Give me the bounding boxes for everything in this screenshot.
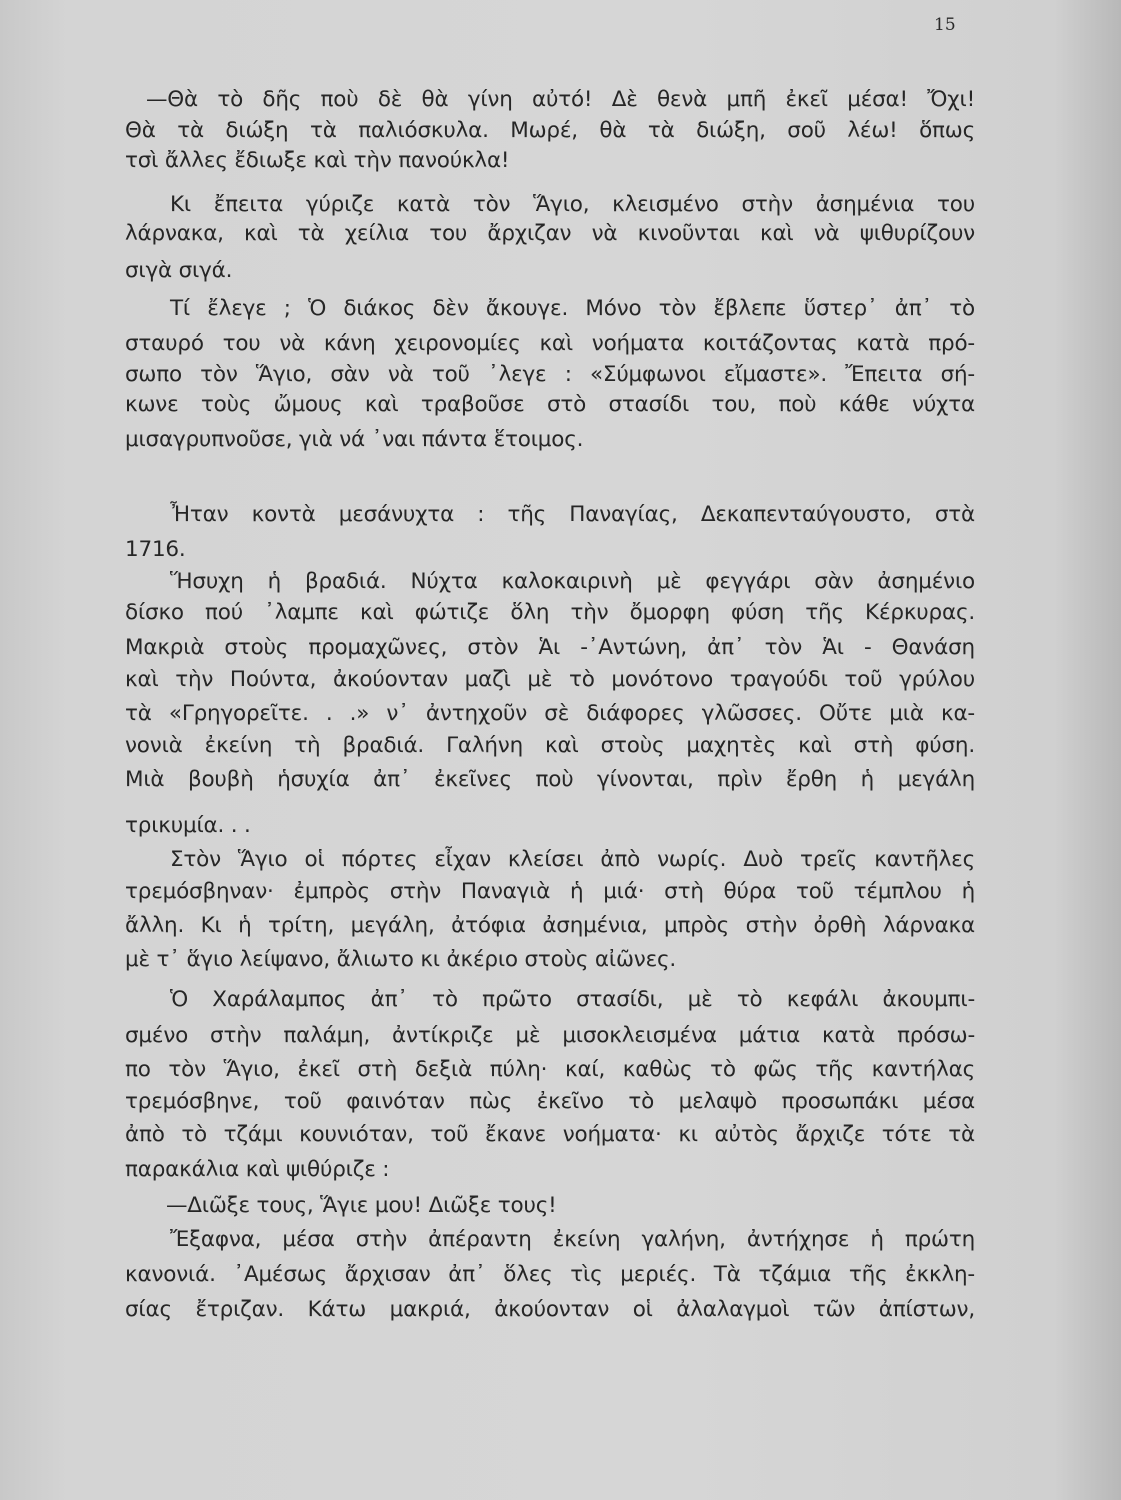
text-line: Ἥσυχη ἡ βραδιά. Νύχτα καλοκαιρινὴ μὲ φεγγάρι σὰν ἀσημένιο <box>170 569 975 594</box>
text-line: κωνε τοὺς ὤμους καὶ τραβοῦσε στὸ στασίδι του, ποὺ κάθε νύχτα <box>125 392 975 417</box>
text-line: σωπο τὸν Ἅγιο, σὰν νὰ τοῦ ᾽λεγε : «Σύμφωνοι εἴμαστε». Ἔπειτα σή- <box>125 362 975 387</box>
text-line: —Θὰ τὸ δῆς ποὺ δὲ θὰ γίνη αὐτό! Δὲ θενὰ μπῆ ἐκεῖ μέσα! Ὄχι! <box>146 87 975 112</box>
text-line: Θὰ τὰ διώξη τὰ παλιόσκυλα. Μωρέ, θὰ τὰ διώξη, σοῦ λέω! ὅπως <box>125 118 975 143</box>
text-line: λάρνακα, καὶ τὰ χείλια του ἄρχιζαν νὰ κινοῦνται καὶ νὰ ψιθυρίζουν <box>125 221 975 246</box>
text-line: δίσκο πού ᾽λαμπε καὶ φώτιζε ὅλη τὴν ὄμορφη φύση τῆς Κέρκυρας. <box>125 600 975 625</box>
text-line: Τί ἔλεγε ; Ὁ διάκος δὲν ἄκουγε. Μόνο τὸν ἔβλεπε ὕστερ᾽ ἀπ᾽ τὸ <box>170 296 975 321</box>
text-line: —Διῶξε τους, Ἅγιε μου! Διῶξε τους! <box>166 1193 557 1218</box>
text-line: τσὶ ἄλλες ἔδιωξε καὶ τὴν πανούκλα! <box>125 148 510 173</box>
text-line: τὰ «Γρηγορεῖτε. . .» ν᾽ ἀντηχοῦν σὲ διάφορες γλῶσσες. Οὔτε μιὰ κα- <box>125 701 975 726</box>
text-line: ἀπὸ τὸ τζάμι κουνιόταν, τοῦ ἔκανε νοήματα· κι αὐτὸς ἄρχιζε τότε τὰ <box>125 1122 975 1147</box>
text-line: σίας ἔτριζαν. Κάτω μακριά, ἀκούονταν οἱ ἀλαλαγμοὶ τῶν ἀπίστων, <box>125 1297 975 1322</box>
text-line: Κι ἔπειτα γύριζε κατὰ τὸν Ἅγιο, κλεισμένο στὴν ἀσημένια του <box>170 192 975 217</box>
text-line: τρεμόσβηναν· ἐμπρὸς στὴν Παναγιὰ ἡ μιά· στὴ θύρα τοῦ τέμπλου ἡ <box>125 879 975 904</box>
text-line: Ἦταν κοντὰ μεσάνυχτα : τῆς Παναγίας, Δεκαπενταύγουστο, στὰ <box>170 502 975 527</box>
text-line: 1716. <box>125 537 186 562</box>
text-line: Μιὰ βουβὴ ἡσυχία ἀπ᾽ ἐκεῖνες ποὺ γίνονται, πρὶν ἔρθη ἡ μεγάλη <box>125 767 975 792</box>
page-number: 15 <box>934 15 956 35</box>
text-line: σμένο στὴν παλάμη, ἀντίκριζε μὲ μισοκλεισμένα μάτια κατὰ πρόσω- <box>125 1023 975 1048</box>
text-line: μὲ τ᾽ ἅγιο λείψανο, ἄλιωτο κι ἀκέριο στοὺς αἰῶνες. <box>125 947 677 972</box>
text-line: σταυρό του νὰ κάνη χειρονομίες καὶ νοήματα κοιτάζοντας κατὰ πρό- <box>125 331 975 356</box>
text-line: παρακάλια καὶ ψιθύριζε : <box>125 1157 390 1182</box>
text-line: καὶ τὴν Πούντα, ἀκούονταν μαζὶ μὲ τὸ μονότονο τραγούδι τοῦ γρύλου <box>125 667 975 692</box>
text-line: κανονιά. ᾽Αμέσως ἄρχισαν ἀπ᾽ ὅλες τὶς μεριές. Τὰ τζάμια τῆς ἐκκλη- <box>125 1262 975 1287</box>
text-line: Ἔξαφνα, μέσα στὴν ἀπέραντη ἐκείνη γαλήνη, ἀντήχησε ἡ πρώτη <box>170 1227 975 1252</box>
text-line: τρεμόσβηνε, τοῦ φαινόταν πὼς ἐκεῖνο τὸ μελαψὸ προσωπάκι μέσα <box>125 1089 975 1114</box>
text-line: μισαγρυπνοῦσε, γιὰ νά ᾽ναι πάντα ἕτοιμος. <box>125 427 584 452</box>
text-line: Ὁ Χαράλαμπος ἀπ᾽ τὸ πρῶτο στασίδι, μὲ τὸ κεφάλι ἀκουμπι- <box>170 987 975 1012</box>
text-line: Στὸν Ἅγιο οἱ πόρτες εἶχαν κλείσει ἀπὸ νωρίς. Δυὸ τρεῖς καντῆλες <box>170 847 975 872</box>
text-line: τρικυμία. . . <box>125 813 251 838</box>
text-line: Μακριὰ στοὺς προμαχῶνες, στὸν Ἁι -᾽Αντώνη, ἀπ᾽ τὸν Ἁι - Θανάση <box>125 635 975 660</box>
text-line: σιγὰ σιγά. <box>125 258 233 283</box>
text-line: ἄλλη. Κι ἡ τρίτη, μεγάλη, ἀτόφια ἀσημένια, μπρὸς στὴν ὀρθὴ λάρνακα <box>125 913 975 938</box>
text-line: νονιὰ ἐκείνη τὴ βραδιά. Γαλήνη καὶ στοὺς μαχητὲς καὶ στὴ φύση. <box>125 733 975 758</box>
text-line: πο τὸν Ἅγιο, ἐκεῖ στὴ δεξιὰ πύλη· καί, καθὼς τὸ φῶς τῆς καντήλας <box>125 1057 975 1082</box>
